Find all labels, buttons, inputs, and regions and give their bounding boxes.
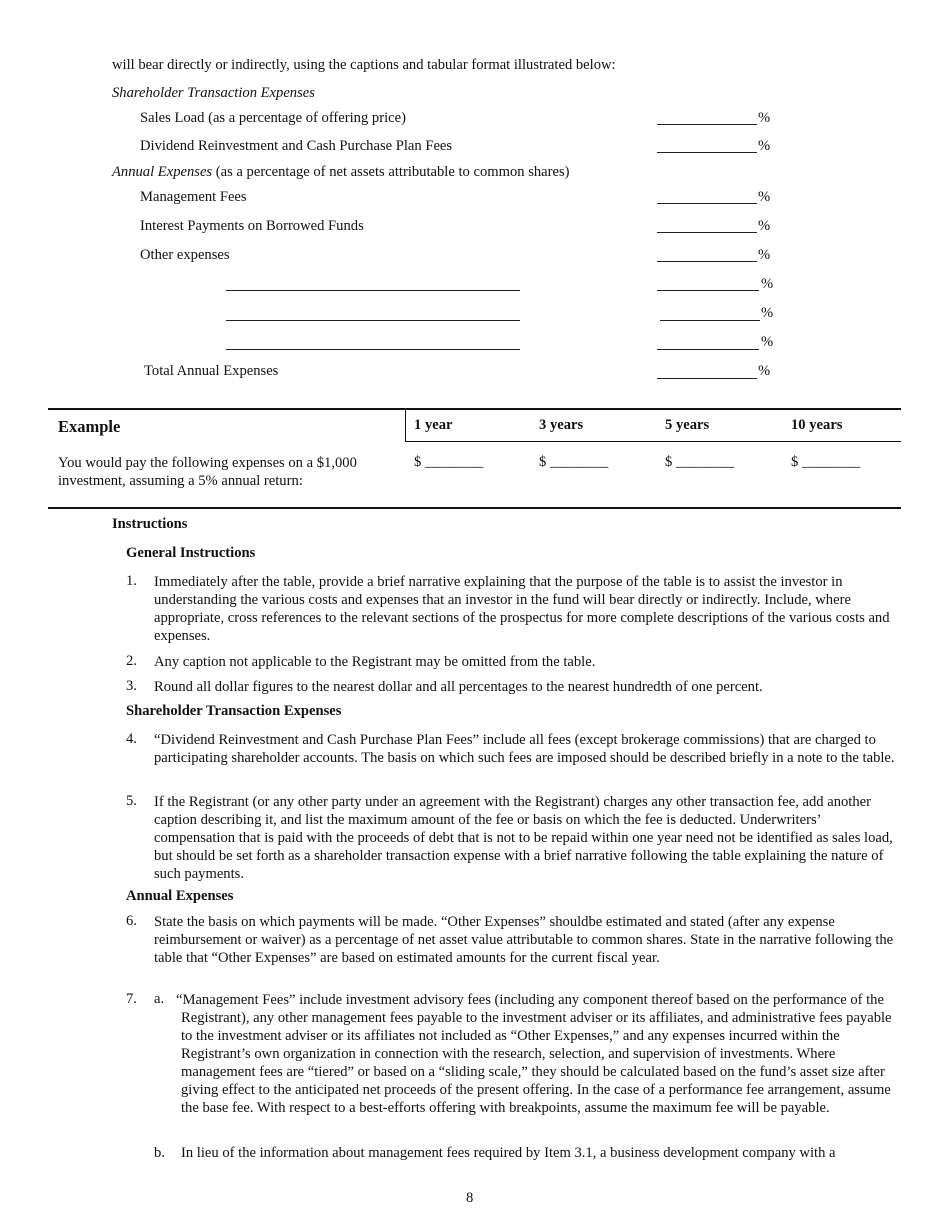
annual-caption bbox=[112, 164, 570, 181]
example-value-10-years: $ ________ bbox=[791, 454, 861, 470]
annual-instructions-heading: Annual Expenses bbox=[126, 888, 234, 904]
item-7a-text: “Management Fees” include investment advisory fees (including any component thereof based on the performance of the Registrant), any other management fees payable to the investment adviser or its affiliates, and administrative fees payable to the investment adviser or its affiliates not included as “Other Expenses,” and any expenses incurred within the Registrant’s own organization in connection with the research, selection, and supervision of investments. Where management fees are “tiered” or based on a “sliding scale,” they should be calculated based on the fund’s asset size after giving effect to the anticipated net proceeds of the present offering. In the case of a performance fee arrangement, assume the base fee. With respect to a best-efforts offering with breakpoints, assume the maximum fee will be payable. bbox=[176, 992, 892, 1116]
example-value-1-year: $ ________ bbox=[414, 454, 484, 470]
example-col-3-years: 3 years bbox=[539, 417, 584, 433]
management-fees-blank bbox=[657, 203, 757, 204]
total-annual-percent: % bbox=[758, 363, 771, 379]
item-6-number: 6. bbox=[126, 913, 137, 929]
annual-caption-italic: Annual Expenses bbox=[112, 164, 213, 180]
total-annual-blank bbox=[657, 378, 757, 379]
item-4-text: “Dividend Reinvestment and Cash Purchase Plan Fees” include all fees (except brokerage commissions) that are charged to participating shareholder accounts. The basis on which such fees are imposed should be described briefly in a note to the table. bbox=[154, 732, 895, 766]
item-7b-letter: b. bbox=[154, 1145, 165, 1161]
item-1-text: Immediately after the table, provide a brief narrative explaining that the purpose of the table is to assist the investor in understanding the various costs and expenses that an investor in the fund will bear directly or indirectly. Include, where appropriate, cross references to the relevant sections of the prospectus for more complete descriptions of the various costs and expenses. bbox=[154, 574, 890, 644]
interest-payments-blank bbox=[657, 232, 757, 233]
example-col-1-year: 1 year bbox=[414, 417, 453, 433]
item-7-number: 7. bbox=[126, 991, 137, 1007]
intro-text: will bear directly or indirectly, using the captions and tabular format illustrated below: bbox=[112, 57, 616, 73]
example-value-5-years: $ ________ bbox=[665, 454, 735, 470]
item-2-text: Any caption not applicable to the Registrant may be omitted from the table. bbox=[154, 654, 596, 670]
item-7a-letter: a. bbox=[154, 991, 165, 1007]
item-5-number: 5. bbox=[126, 793, 137, 809]
extra-caption-blank-2 bbox=[226, 320, 520, 321]
item-3-text: Round all dollar figures to the nearest dollar and all percentages to the nearest hundredth of one percent. bbox=[154, 679, 763, 695]
other-expenses-percent: % bbox=[758, 247, 771, 263]
interest-payments-percent: % bbox=[758, 218, 771, 234]
page-number: 8 bbox=[466, 1190, 474, 1206]
instructions-heading: Instructions bbox=[112, 516, 188, 532]
example-label: Example bbox=[58, 417, 121, 436]
example-text: You would pay the following expenses on a $1,000 investment, assuming a 5% annual return: bbox=[58, 455, 357, 489]
item-7b-text: In lieu of the information about management fees required by Item 3.1, a business development company with a bbox=[181, 1145, 836, 1161]
total-annual-label: Total Annual Expenses bbox=[144, 363, 279, 379]
other-expenses-label: Other expenses bbox=[140, 247, 230, 263]
annual-caption-rest: (as a percentage of net assets attributable to common shares) bbox=[212, 164, 570, 180]
extra-percent-1: % bbox=[761, 276, 774, 292]
management-fees-label: Management Fees bbox=[140, 189, 247, 205]
example-col-10-years: 10 years bbox=[791, 417, 843, 433]
shareholder-instructions-heading: Shareholder Transaction Expenses bbox=[126, 703, 342, 719]
item-6-text: State the basis on which payments will be made. “Other Expenses” shouldbe estimated and stated (after any expense reimbursement or waiver) as a percentage of net asset value attributable to common shares. State in the narrative following the table that “Other Expenses” are based on estimated amounts for the current fiscal year. bbox=[154, 914, 894, 966]
example-value-3-years: $ ________ bbox=[539, 454, 609, 470]
extra-caption-blank-1 bbox=[226, 290, 520, 291]
extra-caption-blank-3 bbox=[226, 349, 520, 350]
extra-value-blank-1 bbox=[657, 290, 759, 291]
extra-value-blank-3 bbox=[657, 349, 759, 350]
dividend-fees-blank bbox=[657, 152, 757, 153]
dividend-fees-percent: % bbox=[758, 138, 771, 154]
item-1-number: 1. bbox=[126, 573, 137, 589]
example-bottom-rule bbox=[48, 507, 901, 509]
extra-value-blank-2 bbox=[660, 320, 760, 321]
management-fees-percent: % bbox=[758, 189, 771, 205]
sales-load-blank bbox=[657, 124, 757, 125]
item-5-text: If the Registrant (or any other party under an agreement with the Registrant) charges any other transaction fee, add another caption describing it, and list the maximum amount of the fee or basis on which the fee is deducted. Underwriters’ compensation that is paid with the proceeds of debt that is not to be repaid within one year need not be identified as sales load, but should be set forth as a shareholder transaction expense with a brief narrative following the table explaining the nature of such payments. bbox=[154, 794, 893, 882]
other-expenses-blank bbox=[657, 261, 757, 262]
dividend-fees-label: Dividend Reinvestment and Cash Purchase Plan Fees bbox=[140, 138, 453, 154]
extra-percent-2: % bbox=[761, 305, 774, 321]
interest-payments-label: Interest Payments on Borrowed Funds bbox=[140, 218, 364, 234]
item-3-number: 3. bbox=[126, 678, 137, 694]
example-column-divider bbox=[405, 408, 406, 442]
sales-load-percent: % bbox=[758, 110, 771, 126]
general-instructions-heading: General Instructions bbox=[126, 545, 256, 561]
item-2-number: 2. bbox=[126, 653, 137, 669]
sales-load-label: Sales Load (as a percentage of offering price) bbox=[140, 110, 406, 126]
example-top-rule bbox=[48, 408, 901, 410]
item-4-number: 4. bbox=[126, 731, 137, 747]
example-col-5-years: 5 years bbox=[665, 417, 710, 433]
shareholder-caption: Shareholder Transaction Expenses bbox=[112, 85, 315, 101]
example-header-rule bbox=[405, 441, 901, 442]
extra-percent-3: % bbox=[761, 334, 774, 350]
